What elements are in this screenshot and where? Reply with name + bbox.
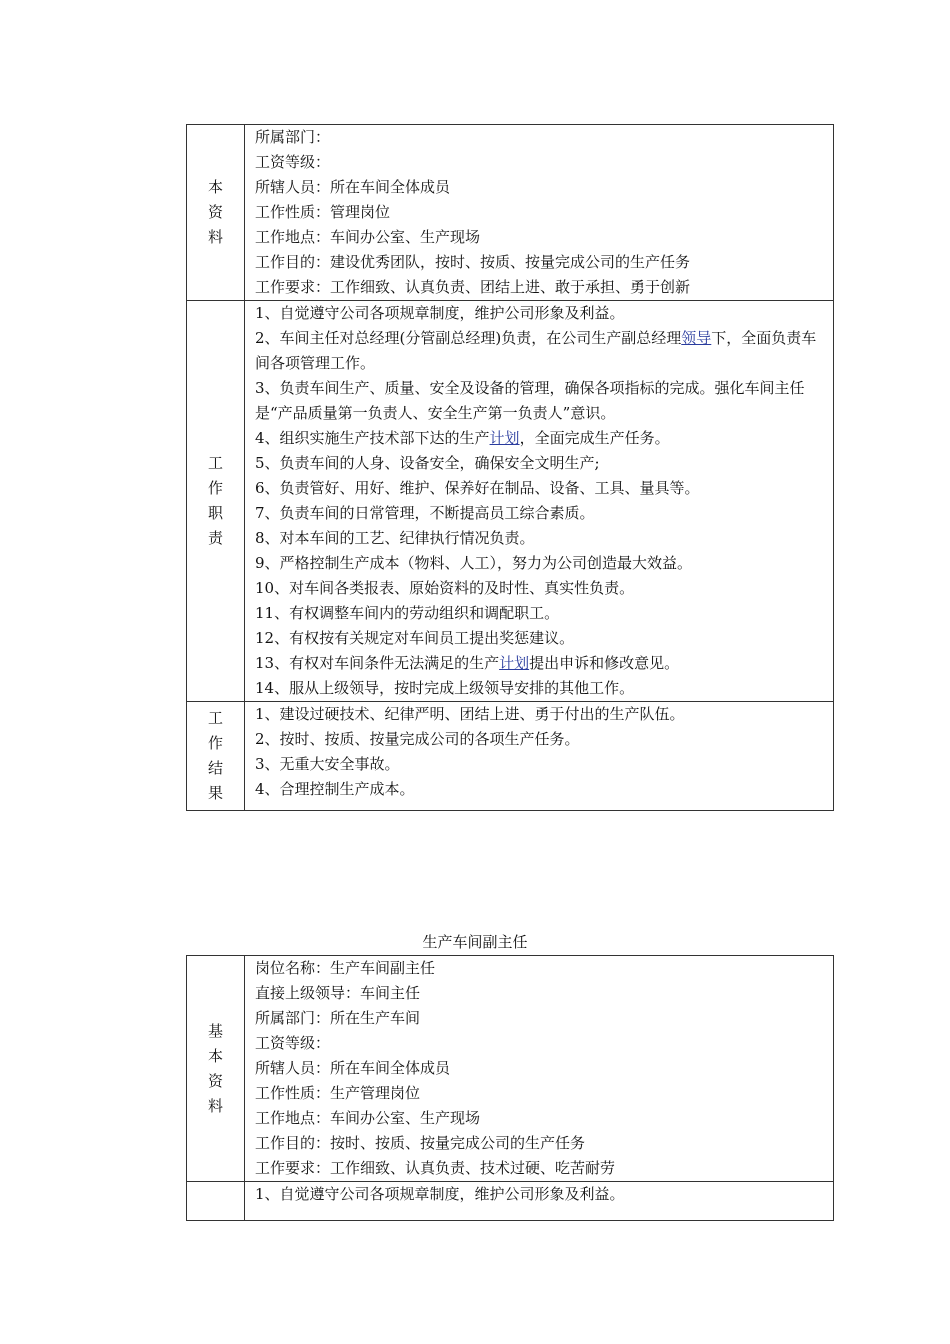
label-char: 作 xyxy=(207,479,223,497)
label-char: 料 xyxy=(207,1096,223,1115)
basic-info-row xyxy=(187,956,834,1182)
duties-row xyxy=(187,301,834,702)
results-row xyxy=(187,702,834,811)
duty-text: 4、组织实施生产技术部下达的生产 xyxy=(255,429,490,447)
duty-item xyxy=(255,426,827,451)
department-line: 所属部门：所在生产车间 xyxy=(255,1009,421,1027)
subordinates-line: 所辖人员：所在车间全体成员 xyxy=(255,1059,451,1077)
result-item: 1、建设过硬技术、纪律严明、团结上进、勇于付出的生产队伍。 xyxy=(255,705,685,723)
duty-item: 7、负责车间的日常管理，不断提高员工综合素质。 xyxy=(255,504,595,522)
label-char: 结 xyxy=(207,759,223,777)
duty-text: ，全面完成生产任务。 xyxy=(519,429,670,447)
duty-item: 8、对本车间的工艺、纪律执行情况负责。 xyxy=(255,529,535,547)
job-nature-line: 工作性质：管理岗位 xyxy=(255,203,391,221)
job-nature-line: 工作性质：生产管理岗位 xyxy=(255,1084,421,1102)
duty-item: 12、有权按有关规定对车间员工提出奖惩建议。 xyxy=(255,629,575,647)
position-name-line: 岗位名称：生产车间副主任 xyxy=(255,959,436,977)
salary-grade-line: 工资等级： xyxy=(255,153,331,171)
duty-item xyxy=(255,326,827,376)
subordinates-line: 所辖人员：所在车间全体成员 xyxy=(255,178,451,196)
work-purpose-line: 工作目的：按时、按质、按量完成公司的生产任务 xyxy=(255,1134,586,1152)
work-requirements-line: 工作要求：工作细致、认真负责、技术过硬、吃苦耐劳 xyxy=(255,1159,616,1177)
label-char: 作 xyxy=(207,734,223,752)
duties-label xyxy=(187,1182,245,1221)
duty-item: 3、负责车间生产、质量、安全及设备的管理，确保各项指标的完成。强化车间主任是“产品质量第一负责人、安全生产第一负责人”意识。 xyxy=(255,379,805,422)
plan-link[interactable]: 计划 xyxy=(499,654,530,672)
label-char: 果 xyxy=(207,784,223,802)
result-item: 4、合理控制生产成本。 xyxy=(255,780,415,798)
results-content xyxy=(245,702,834,811)
plan-link[interactable]: 计划 xyxy=(489,429,520,447)
label-char: 工 xyxy=(207,454,223,472)
duties-label xyxy=(187,301,245,702)
leadership-link[interactable]: 领导 xyxy=(681,329,712,347)
result-item: 2、按时、按质、按量完成公司的各项生产任务。 xyxy=(255,730,580,748)
label-char: 基 xyxy=(207,1021,223,1040)
duty-item: 11、有权调整车间内的劳动组织和调配职工。 xyxy=(255,604,560,622)
label-char: 资 xyxy=(207,1071,223,1090)
basic-info-content xyxy=(245,956,834,1182)
result-item: 3、无重大安全事故。 xyxy=(255,755,400,773)
basic-info-label xyxy=(187,956,245,1182)
work-purpose-line: 工作目的：建设优秀团队，按时、按质、按量完成公司的生产任务 xyxy=(255,253,691,271)
label-char: 工 xyxy=(207,709,223,727)
label-char: 资 xyxy=(207,203,223,221)
salary-grade-line: 工资等级： xyxy=(255,1034,331,1052)
duty-item: 6、负责管好、用好、维护、保养好在制品、设备、工具、量具等。 xyxy=(255,479,700,497)
duty-text: 提出申诉和修改意见。 xyxy=(529,654,680,672)
duty-text: 13、有权对车间条件无法满足的生产 xyxy=(255,654,500,672)
duty-item: 5、负责车间的人身、设备安全，确保安全文明生产; xyxy=(255,454,600,472)
duty-item: 1、自觉遵守公司各项规章制度，维护公司形象及利益。 xyxy=(255,304,625,322)
label-char: 职 xyxy=(207,504,223,522)
basic-info-row xyxy=(187,125,834,301)
job-table-deputy-director xyxy=(186,955,834,1221)
work-requirements-line: 工作要求：工作细致、认真负责、团结上进、敢于承担、勇于创新 xyxy=(255,278,691,296)
duty-item: 1、自觉遵守公司各项规章制度，维护公司形象及利益。 xyxy=(255,1185,625,1203)
label-char: 本 xyxy=(207,178,223,196)
duty-item: 10、对车间各类报表、原始资料的及时性、真实性负责。 xyxy=(255,579,635,597)
duty-item xyxy=(255,651,827,676)
label-char: 料 xyxy=(207,228,223,246)
label-char: 本 xyxy=(207,1046,223,1065)
work-location-line: 工作地点：车间办公室、生产现场 xyxy=(255,1109,481,1127)
duty-item: 14、服从上级领导，按时完成上级领导安排的其他工作。 xyxy=(255,679,635,697)
department-line: 所属部门： xyxy=(255,128,331,146)
duties-content xyxy=(245,301,834,702)
basic-info-content xyxy=(245,125,834,301)
label-char: 责 xyxy=(207,529,223,547)
section-title: 生产车间副主任 xyxy=(422,933,528,951)
basic-info-label xyxy=(187,125,245,301)
duties-content xyxy=(245,1182,834,1221)
duty-text: 下，全面负责车间各项管理工作。 xyxy=(255,329,817,372)
direct-supervisor-line: 直接上级领导：车间主任 xyxy=(255,984,421,1002)
job-table-workshop-director xyxy=(186,124,834,811)
duty-text: 2、车间主任对总经理(分管副总经理)负责，在公司生产副总经理 xyxy=(255,329,682,347)
work-location-line: 工作地点：车间办公室、生产现场 xyxy=(255,228,481,246)
duty-item: 9、严格控制生产成本（物料、人工），努力为公司创造最大效益。 xyxy=(255,554,693,572)
results-label xyxy=(187,702,245,811)
duties-row xyxy=(187,1182,834,1221)
